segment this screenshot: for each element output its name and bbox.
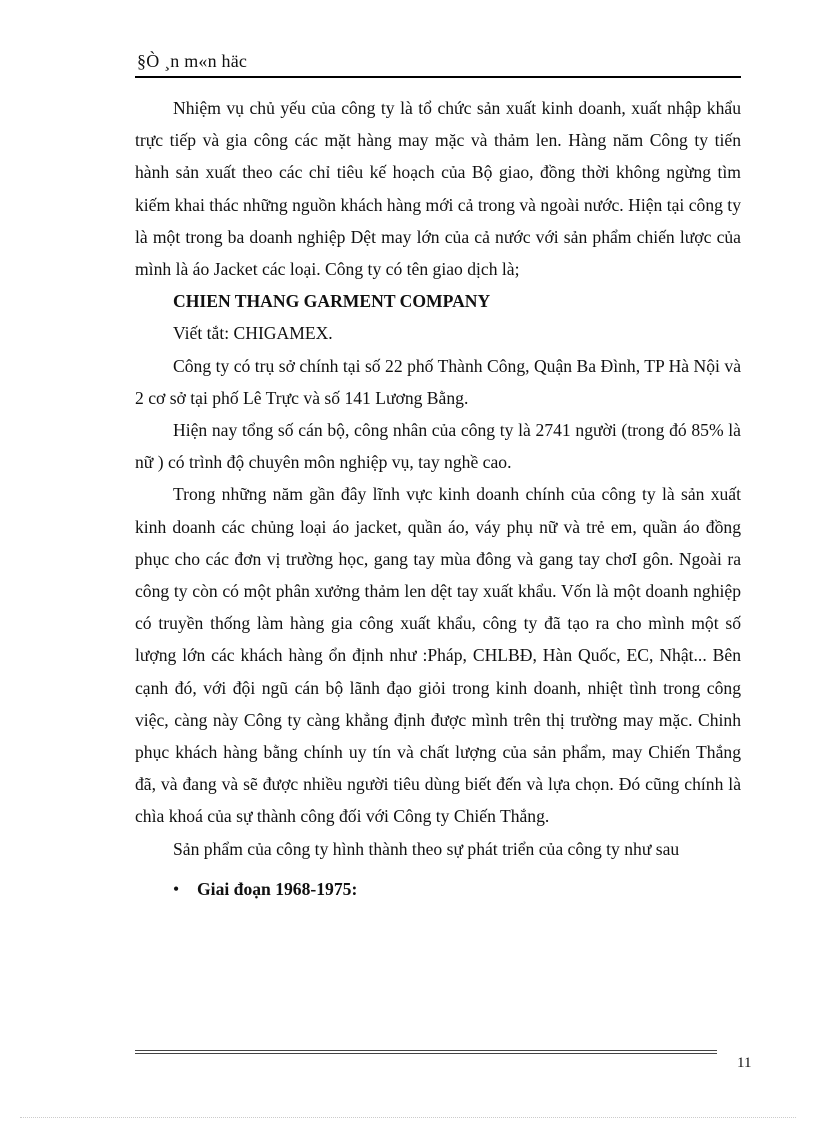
- bullet-label: Giai đoạn 1968-1975:: [197, 878, 358, 899]
- bullet-item: [135, 873, 741, 905]
- company-abbreviation: Viết tắt: CHIGAMEX.: [173, 323, 333, 344]
- bullet-icon: •: [173, 878, 180, 899]
- company-name: CHIEN THANG GARMENT COMPANY: [173, 291, 491, 312]
- paragraph-headquarters: Công ty có trụ sở chính tại số 22 phố Thành Công, Quận Ba Đình, TP Hà Nội và 2 cơ sở tại phố Lê Trực và số 141 Lương Bằng.: [135, 355, 741, 408]
- page-header: [135, 50, 741, 78]
- page-edge-divider: [20, 1117, 796, 1118]
- document-body: [135, 92, 741, 905]
- paragraph-staff: Hiện nay tổng số cán bộ, công nhân của công ty là 2741 người (trong đó 85% là nữ ) có trình độ chuyên môn nghiệp vụ, tay nghề cao.: [135, 420, 741, 473]
- footer-rule: [135, 1050, 717, 1054]
- header-title: §Ò ¸n m«n häc: [137, 51, 248, 71]
- paragraph-products: Sản phẩm của công ty hình thành theo sự phát triển của công ty như sau: [173, 838, 680, 859]
- paragraph-duties: Nhiệm vụ chủ yếu của công ty là tổ chức sản xuất kinh doanh, xuất nhập khẩu trực tiếp và gia công các mặt hàng may mặc và thảm len. Hàng năm Công ty tiến hành sản xuất theo các chỉ tiêu kế hoạch của Bộ giao, đồng thời không ngừng tìm kiếm khai thác những nguồn khách hàng mới cả trong và ngoài nước. Hiện tại công ty là một trong ba doanh nghiệp Dệt may lớn của cả nước với sản phẩm chiến lược của mình là áo Jacket các loại. Công ty có tên giao dịch là;: [135, 98, 741, 280]
- page-number: 11: [737, 1055, 752, 1071]
- paragraph-business: Trong những năm gần đây lĩnh vực kinh doanh chính của công ty là sản xuất kinh doanh các chủng loại áo jacket, quần áo, váy phụ nữ và trẻ em, quần áo đồng phục cho các đơn vị trường học, gang tay mùa đông và gang tay chơI gôn. Ngoài ra công ty còn có một phân xưởng thảm len dệt tay xuất khẩu. Vốn là một doanh nghiệp có truyền thống làm hàng gia công xuất khẩu, công ty đã tạo ra cho mình một số lượng lớn các khách hàng ổn định như :Pháp, CHLBĐ, Hàn Quốc, EC, Nhật... Bên cạnh đó, với đội ngũ cán bộ lãnh đạo giỏi trong kinh doanh, nhiệt tình trong công việc, càng này Công ty càng khẳng định được mình trên thị trường may mặc. Chinh phục khách hàng bằng chính uy tín và chất lượng của sản phẩm, may Chiến Thắng đã, và đang và sẽ được nhiều người tiêu dùng biết đến và lựa chọn. Đó cũng chính là chìa khoá của sự thành công đối với Công ty Chiến Thắng.: [135, 484, 741, 827]
